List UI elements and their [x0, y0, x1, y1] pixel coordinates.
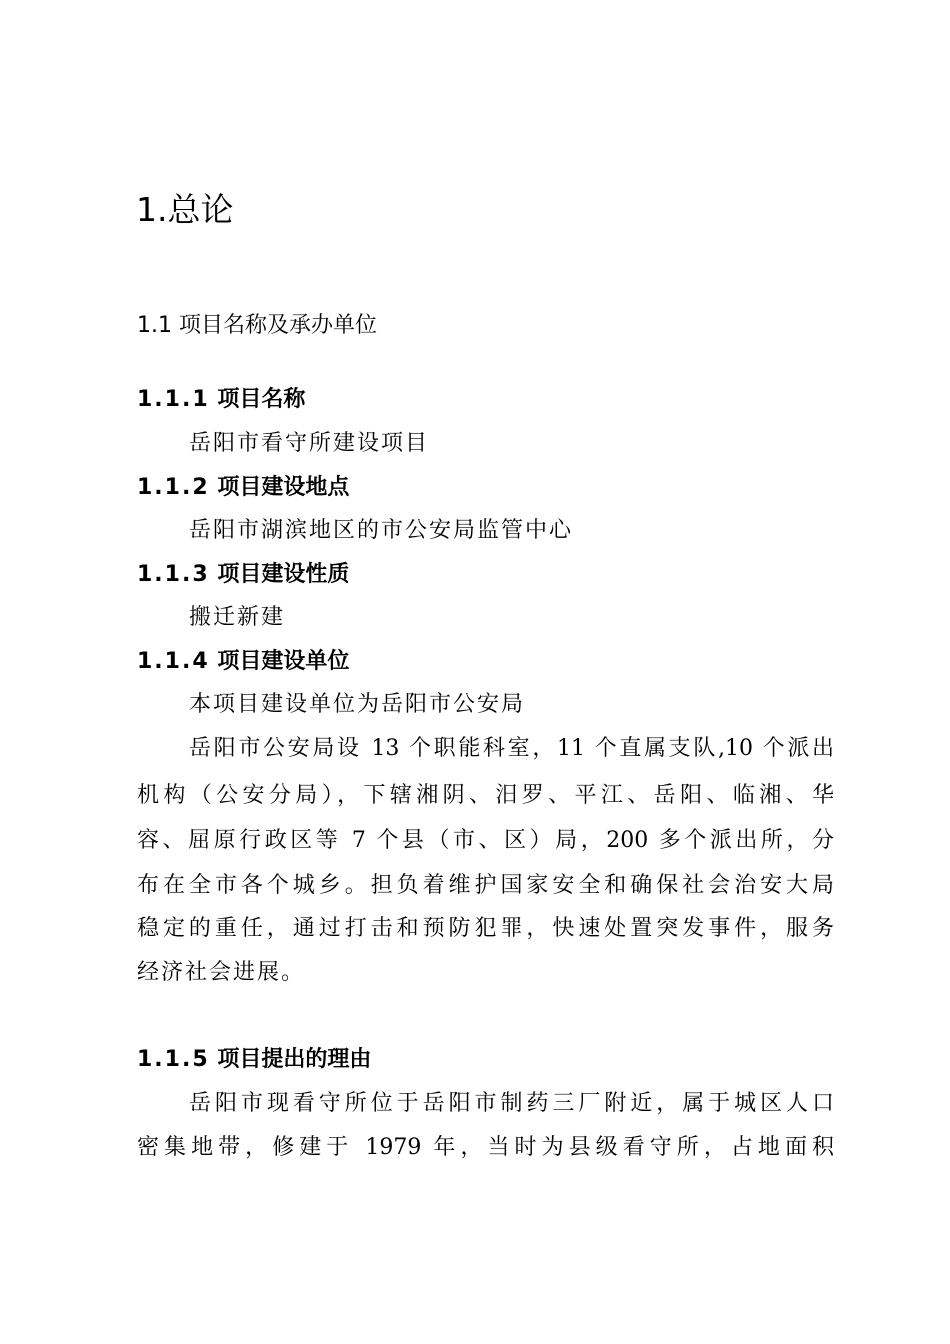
body-line: 岳阳市公安局设 13 个职能科室，11 个直属支队,10 个派出 — [189, 736, 834, 761]
subsection-title: 项目提出的理由 — [217, 1047, 372, 1072]
body-line: 布在全市各个城乡。担负着维护国家安全和确保社会治安大局 — [137, 873, 834, 898]
body-line: 搬迁新建 — [189, 605, 286, 630]
section-title: 1.1 项目名称及承办单位 — [137, 313, 377, 338]
body-line: 岳阳市现看守所位于岳阳市制药三厂附近，属于城区人口 — [189, 1091, 834, 1116]
chapter-title: 1.总论 — [136, 190, 234, 229]
subsection-title: 项目建设单位 — [217, 649, 350, 674]
body-line: 本项目建设单位为岳阳市公安局 — [189, 692, 526, 717]
subsection-title: 项目名称 — [217, 387, 306, 412]
subsection-number: 1.1.1 — [137, 387, 210, 412]
subsection-number: 1.1.5 — [137, 1047, 210, 1072]
body-line: 稳定的重任，通过打击和预防犯罪，快速处置突发事件，服务 — [137, 916, 834, 941]
subsection-number: 1.1.2 — [137, 475, 210, 500]
subsection-title: 项目建设地点 — [217, 475, 350, 500]
subsection-heading — [137, 1045, 371, 1075]
subsection-heading — [137, 560, 349, 590]
body-line: 机构（公安分局），下辖湘阴、汨罗、平江、岳阳、临湘、华 — [137, 783, 834, 808]
body-line: 密集地带，修建于 1979 年，当时为县级看守所，占地面积 — [137, 1135, 834, 1160]
subsection-number: 1.1.4 — [137, 649, 210, 674]
subsection-title: 项目建设性质 — [217, 562, 350, 587]
body-line: 岳阳市湖滨地区的市公安局监管中心 — [189, 518, 574, 543]
subsection-heading — [137, 647, 349, 677]
body-line: 容、屈原行政区等 7 个县（市、区）局，200 多个派出所，分 — [137, 828, 834, 853]
subsection-number: 1.1.3 — [137, 562, 210, 587]
subsection-heading — [137, 385, 305, 415]
subsection-heading — [137, 473, 349, 503]
body-line: 经济社会进展。 — [137, 960, 306, 985]
body-line: 岳阳市看守所建设项目 — [189, 431, 430, 456]
